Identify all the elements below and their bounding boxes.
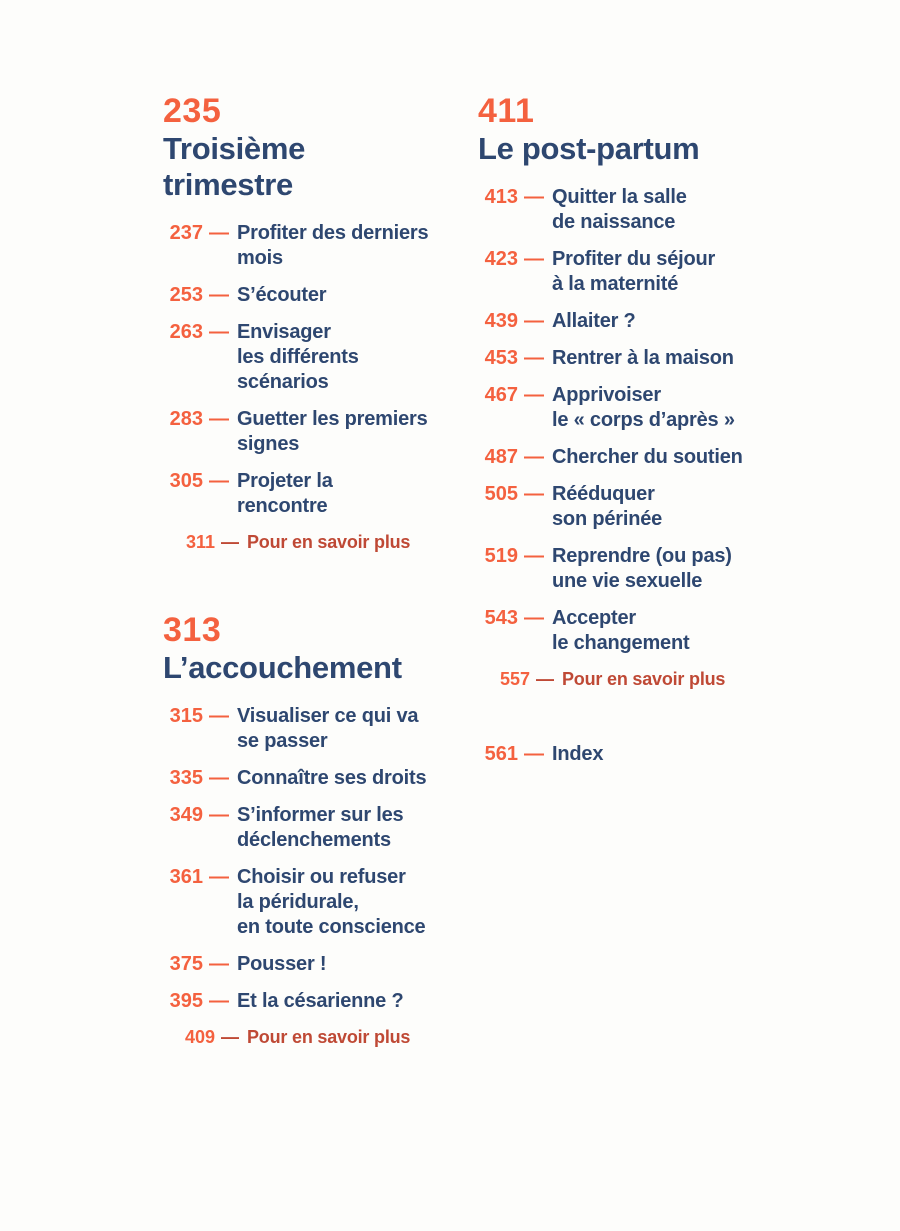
toc-entry — [478, 247, 788, 297]
toc-entry — [163, 803, 473, 853]
entry-page-number: 315 — [169, 705, 203, 727]
entry-dash-separator: — — [209, 953, 229, 975]
entry-title: Pour en savoir plus — [247, 1027, 411, 1047]
entry-dash-separator: — — [209, 990, 229, 1012]
entry-dash-separator: — — [209, 866, 229, 888]
chapter-title: Le post-partum — [478, 131, 700, 166]
toc-entry — [163, 865, 473, 940]
entry-dash-separator: — — [524, 545, 544, 567]
chapter-page-number: 235 — [163, 92, 222, 130]
entry-page-number: 487 — [484, 446, 518, 468]
entry-page-number: 395 — [169, 990, 203, 1012]
entry-page-number: 561 — [484, 743, 518, 765]
toc-column-right — [478, 92, 788, 767]
entry-title: Reprendre (ou pas) une vie sexuelle — [552, 545, 732, 592]
toc-entry — [163, 407, 473, 457]
toc-section — [478, 92, 788, 690]
entry-dash-separator: — — [524, 248, 544, 270]
entry-title: Choisir ou refuser la péridurale, en toute conscience — [237, 866, 426, 938]
entry-title: Quitter la salle de naissance — [552, 186, 687, 233]
toc-entry — [478, 742, 788, 767]
entry-dash-separator: — — [209, 705, 229, 727]
entry-page-number: 349 — [169, 804, 203, 826]
entry-dash-separator: — — [209, 321, 229, 343]
entry-title: Index — [552, 743, 604, 765]
toc-entry — [478, 185, 788, 235]
toc-entry — [163, 989, 473, 1014]
entry-title: Projeter la rencontre — [237, 470, 333, 517]
entry-page-number: 263 — [169, 321, 203, 343]
entry-dash-separator: — — [209, 804, 229, 826]
toc-entry — [478, 482, 788, 532]
entry-page-number: 361 — [169, 866, 203, 888]
entry-page-number: 557 — [499, 669, 530, 689]
entry-dash-separator: — — [524, 347, 544, 369]
chapter-title: Troisième trimestre — [163, 131, 306, 202]
toc-entry — [163, 531, 473, 553]
entry-dash-separator: — — [209, 470, 229, 492]
entry-page-number: 253 — [169, 284, 203, 306]
entry-dash-separator: — — [524, 743, 544, 765]
entry-page-number: 413 — [484, 186, 518, 208]
entry-title: Guetter les premiers signes — [237, 408, 428, 455]
entry-page-number: 543 — [484, 607, 518, 629]
entry-dash-separator: — — [524, 446, 544, 468]
toc-entry — [478, 383, 788, 433]
entry-title: S’informer sur les déclenchements — [237, 804, 404, 851]
chapter-title: L’accouchement — [163, 650, 402, 685]
entry-title: Envisager les différents scénarios — [237, 321, 359, 393]
toc-entry — [163, 704, 473, 754]
entry-dash-separator: — — [209, 408, 229, 430]
entry-title: Pour en savoir plus — [562, 669, 726, 689]
entry-dash-separator: — — [221, 1027, 239, 1047]
entry-page-number: 237 — [169, 222, 203, 244]
entry-title: Rentrer à la maison — [552, 347, 734, 369]
entry-title: Profiter du séjour à la maternité — [552, 248, 716, 295]
toc-entry — [163, 766, 473, 791]
entry-dash-separator: — — [209, 222, 229, 244]
toc-entry — [163, 469, 473, 519]
toc-section — [163, 92, 473, 553]
entry-dash-separator: — — [209, 767, 229, 789]
toc-entry — [478, 606, 788, 656]
toc-entry — [163, 952, 473, 977]
entry-title: S’écouter — [237, 284, 327, 306]
entry-title: Et la césarienne ? — [237, 990, 404, 1012]
chapter-page-number: 313 — [163, 611, 222, 649]
entry-title: Rééduquer son périnée — [552, 483, 663, 530]
chapter-entries — [163, 704, 473, 1048]
toc-entry — [478, 445, 788, 470]
entry-page-number: 283 — [169, 408, 203, 430]
entry-title: Apprivoiser le « corps d’après » — [552, 384, 735, 431]
toc-entry — [478, 346, 788, 371]
entry-title: Allaiter ? — [552, 310, 636, 332]
chapter-entries — [163, 221, 473, 553]
entry-dash-separator: — — [524, 384, 544, 406]
entry-page-number: 305 — [169, 470, 203, 492]
entry-dash-separator: — — [221, 532, 239, 552]
toc-section — [478, 742, 788, 767]
entry-title: Visualiser ce qui va se passer — [237, 705, 419, 752]
toc-entry — [478, 668, 788, 690]
entry-page-number: 375 — [169, 953, 203, 975]
entry-title: Pour en savoir plus — [247, 532, 411, 552]
chapter-entries — [478, 185, 788, 690]
entry-dash-separator: — — [536, 669, 554, 689]
entry-page-number: 335 — [169, 767, 203, 789]
toc-entry — [163, 283, 473, 308]
entry-title: Profiter des derniers mois — [237, 222, 429, 269]
entry-page-number: 311 — [185, 532, 215, 552]
toc-section — [163, 611, 473, 1048]
entry-dash-separator: — — [524, 186, 544, 208]
entry-page-number: 453 — [484, 347, 518, 369]
entry-title: Accepter le changement — [552, 607, 690, 654]
entry-page-number: 409 — [184, 1027, 215, 1047]
toc-entry — [163, 221, 473, 271]
toc-entry — [163, 320, 473, 395]
chapter-entries — [478, 742, 788, 767]
entry-dash-separator: — — [209, 284, 229, 306]
entry-dash-separator: — — [524, 483, 544, 505]
entry-title: Pousser ! — [237, 953, 327, 975]
entry-dash-separator: — — [524, 607, 544, 629]
entry-title: Connaître ses droits — [237, 767, 427, 789]
chapter-page-number: 411 — [478, 92, 535, 130]
entry-title: Chercher du soutien — [552, 446, 743, 468]
toc-entry — [478, 544, 788, 594]
entry-page-number: 519 — [484, 545, 518, 567]
toc-entry — [478, 309, 788, 334]
toc-entry — [163, 1026, 473, 1048]
entry-page-number: 467 — [484, 384, 518, 406]
entry-page-number: 439 — [484, 310, 518, 332]
entry-dash-separator: — — [524, 310, 544, 332]
toc-column-left — [163, 92, 473, 1048]
entry-page-number: 505 — [484, 483, 518, 505]
entry-page-number: 423 — [484, 248, 518, 270]
